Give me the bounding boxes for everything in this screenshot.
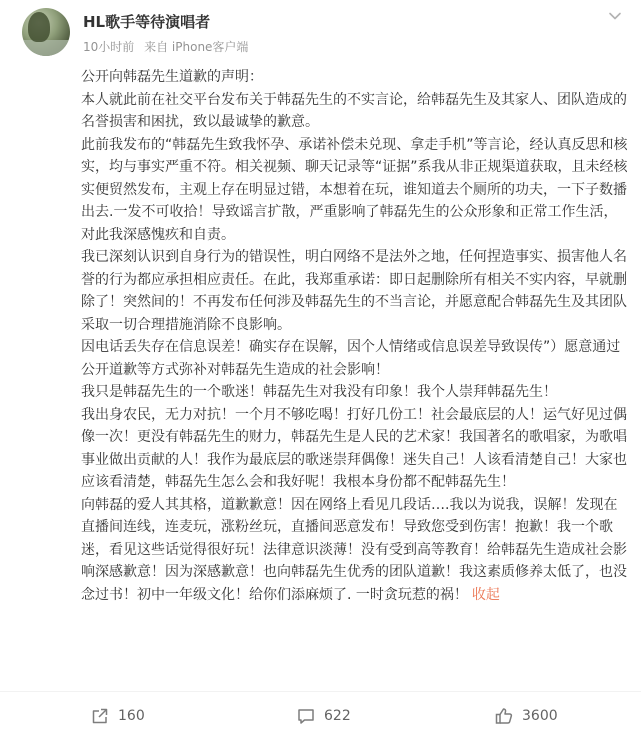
paragraph: 本人就此前在社交平台发布关于韩磊先生的不实言论，给韩磊先生及其家人、团队造成的名誉损害和困扰，致以最诚挚的歉意。 <box>81 91 627 130</box>
forward-button[interactable] <box>90 700 145 732</box>
paragraph: 公开向韩磊先生道歉的声明： <box>81 69 263 85</box>
avatar[interactable] <box>22 8 70 56</box>
comment-count: 622 <box>324 708 351 724</box>
last-paragraph <box>81 494 629 607</box>
divider <box>0 691 641 692</box>
post-source: 来自 iPhone客户端 <box>144 40 249 54</box>
paragraph-text: 向韩磊的爱人其其格，道歉歉意！因在网络上看见几段话….我以为说我，误解！发现在直播间连线，连麦玩，涨粉丝玩，直播间恶意发布！导致您受到伤害！抱歉！我一个歌迷，看见这些话觉得很好玩！法律意识淡薄！没有受到高等教育！给韩磊先生造成社会影响深感歉意！因为深感歉意！也向韩磊先生优秀的团队道歉！我这素质修养太低了，也没念过书！初中一年级文化！给你们添麻烦了. 一时贪玩惹的祸！ <box>81 496 627 603</box>
comment-button[interactable] <box>296 700 351 732</box>
paragraph: 我只是韩磊先生的一个歌迷！韩磊先生对我没有印象！我个人崇拜韩磊先生！ <box>81 384 557 400</box>
post-time[interactable]: 10小时前 <box>83 40 135 54</box>
paragraph: 我已深刻认识到自身行为的错误性，明白网络不是法外之地，任何捏造事实、损害他人名誉的行为都应承担相应责任。在此，我郑重承诺：即日起删除所有相关不实内容，早就删除了！突然间的！不再发布任何涉及韩磊先生的不当言论，并愿意配合韩磊先生及其团队采取一切合理措施消除不良影响。 <box>81 249 627 333</box>
forward-count: 160 <box>118 708 145 724</box>
paragraph: 我出身农民，无力对抗！一个月不够吃喝！打好几份工！社会最底层的人！运气好见过偶像一次！更没有韩磊先生的财力，韩磊先生是人民的艺术家！我国著名的歌唱家，为歌唱事业做出贡献的人！我作为最底层的歌迷崇拜偶像！迷失自己！人该看清楚自己！大家也应该看清楚，韩磊先生怎么会和我好呢！我根本身份都不配韩磊先生！ <box>81 406 627 490</box>
paragraph: 因电话丢失存在信息误差！确实存在误解，因个人情绪或信息误差导致误传”）愿意通过公开道歉等方式弥补对韩磊先生造成的社会影响！ <box>81 339 621 378</box>
paragraph: 此前我发布的“韩磊先生致我怀孕、承诺补偿未兑现、拿走手机”等言论，经认真反思和核实，均与事实严重不符。相关视频、聊天记录等“证据”系我从非正规渠道获取，且未经核实便贸然发布，主观上存在明显过错，本想着在玩，谁知道去个厕所的功夫，一下子数播出去.一发不可收拾！导致谣言扩散，严重影响了韩磊先生的公众形象和正常工作生活，对此我深感愧疚和自责。 <box>81 136 628 243</box>
share-icon <box>90 706 110 726</box>
thumbs-up-icon <box>494 706 514 726</box>
like-count: 3600 <box>522 708 558 724</box>
action-bar <box>0 700 641 736</box>
collapse-link[interactable]: 收起 <box>471 586 500 603</box>
chevron-down-icon[interactable] <box>607 8 623 24</box>
comment-icon <box>296 706 316 726</box>
like-button[interactable] <box>494 700 558 732</box>
username[interactable]: HL歌手等待演唱者 <box>83 13 211 31</box>
post-content <box>81 66 629 606</box>
post-meta <box>83 38 248 55</box>
